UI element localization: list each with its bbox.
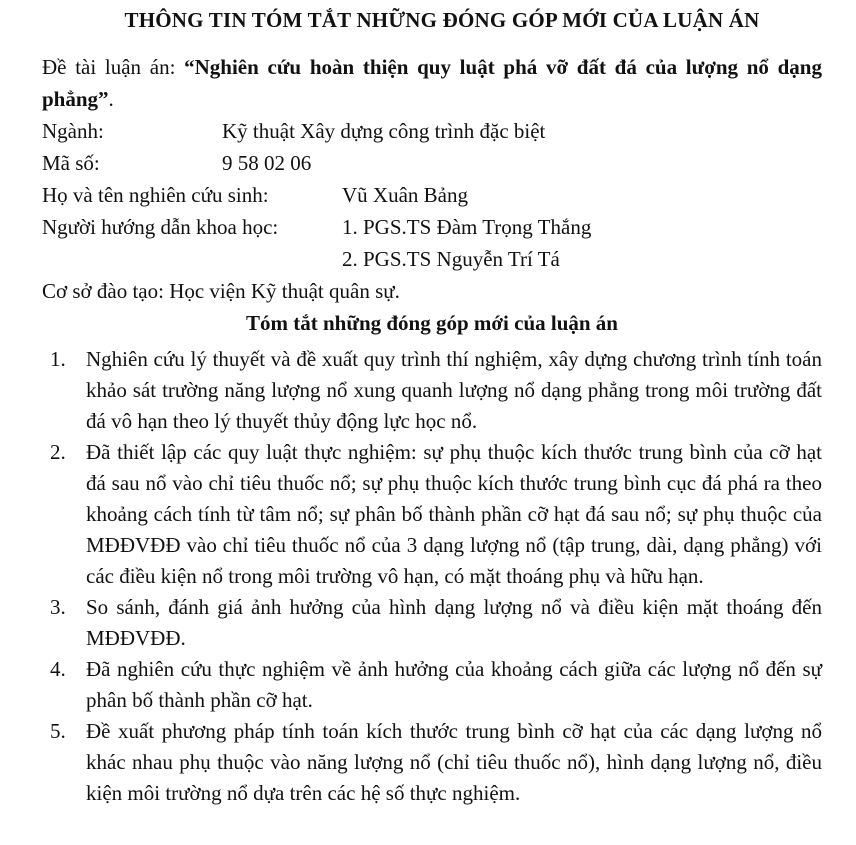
summary-heading: Tóm tắt những đóng góp mới của luận án bbox=[246, 311, 618, 335]
contribution-number: 1. bbox=[50, 347, 66, 371]
major-value: Kỹ thuật Xây dựng công trình đặc biệt bbox=[222, 119, 546, 143]
document-title: THÔNG TIN TÓM TẮT NHỮNG ĐÓNG GÓP MỚI CỦA LUẬN ÁN bbox=[124, 8, 760, 32]
code-row bbox=[42, 147, 822, 179]
contribution-number: 2. bbox=[50, 440, 66, 464]
contribution-text: So sánh, đánh giá ảnh hưởng của hình dạng lượng nổ và điều kiện mặt thoáng đến MĐĐVĐĐ. bbox=[86, 595, 822, 650]
thesis-topic bbox=[42, 51, 822, 115]
student-row bbox=[42, 179, 822, 211]
code-label: Mã số: bbox=[42, 151, 100, 175]
contribution-text: Đã thiết lập các quy luật thực nghiệm: sự phụ thuộc kích thước trung bình của cỡ hạt đá sau nổ vào chỉ tiêu thuốc nổ; sự phụ thuộc kích thước trung bình cục đá phá ra theo khoảng cách tính từ tâm nổ; sự phân bố thành phần cỡ hạt đá sau nổ; sự phụ thuộc của MĐĐVĐĐ vào chỉ tiêu thuốc nổ của 3 dạng lượng nổ (tập trung, dài, dạng phẳng) với các điều kiện nổ trong môi trường vô hạn, có mặt thoáng phụ và hữu hạn. bbox=[86, 440, 822, 588]
topic-suffix: . bbox=[108, 87, 114, 111]
student-label: Họ và tên nghiên cứu sinh: bbox=[42, 183, 269, 207]
contribution-list bbox=[42, 344, 822, 809]
advisor-row bbox=[42, 211, 822, 275]
contribution-item bbox=[50, 654, 822, 716]
contribution-text: Đã nghiên cứu thực nghiệm về ảnh hưởng của khoảng cách giữa các lượng nổ đến sự phân bố thành phần cỡ hạt. bbox=[86, 657, 822, 712]
advisor-item: 1. PGS.TS Đàm Trọng Thắng bbox=[342, 215, 592, 239]
contribution-number: 3. bbox=[50, 595, 66, 619]
contribution-text: Đề xuất phương pháp tính toán kích thước trung bình cỡ hạt của các dạng lượng nổ khác nhau phụ thuộc vào năng lượng nổ (chỉ tiêu thuốc nổ), hình dạng lượng nổ, điều kiện môi trường nổ dựa trên các hệ số thực nghiệm. bbox=[86, 719, 822, 805]
contribution-item bbox=[50, 437, 822, 592]
advisor-list bbox=[342, 211, 591, 275]
advisor-item: 2. PGS.TS Nguyễn Trí Tá bbox=[342, 247, 560, 271]
topic-name: “Nghiên cứu hoàn thiện quy luật phá vỡ đất đá của lượng nổ dạng phẳng” bbox=[42, 55, 822, 111]
topic-prefix: Đề tài luận án: bbox=[42, 55, 185, 79]
student-value: Vũ Xuân Bảng bbox=[342, 183, 468, 207]
contribution-item bbox=[50, 592, 822, 654]
code-value: 9 58 02 06 bbox=[222, 151, 312, 175]
contribution-number: 4. bbox=[50, 657, 66, 681]
major-label: Ngành: bbox=[42, 119, 104, 143]
contribution-item bbox=[50, 344, 822, 437]
contribution-number: 5. bbox=[50, 719, 66, 743]
contribution-item bbox=[50, 716, 822, 809]
contribution-text: Nghiên cứu lý thuyết và đề xuất quy trình thí nghiệm, xây dựng chương trình tính toán khảo sát trường năng lượng nổ xung quanh lượng nổ dạng phẳng trong môi trường đất đá vô hạn theo lý thuyết thủy động lực học nổ. bbox=[86, 347, 822, 433]
advisor-label: Người hướng dẫn khoa học: bbox=[42, 215, 279, 239]
institution-line: Cơ sở đào tạo: Học viện Kỹ thuật quân sự. bbox=[42, 279, 400, 303]
major-row bbox=[42, 115, 822, 147]
